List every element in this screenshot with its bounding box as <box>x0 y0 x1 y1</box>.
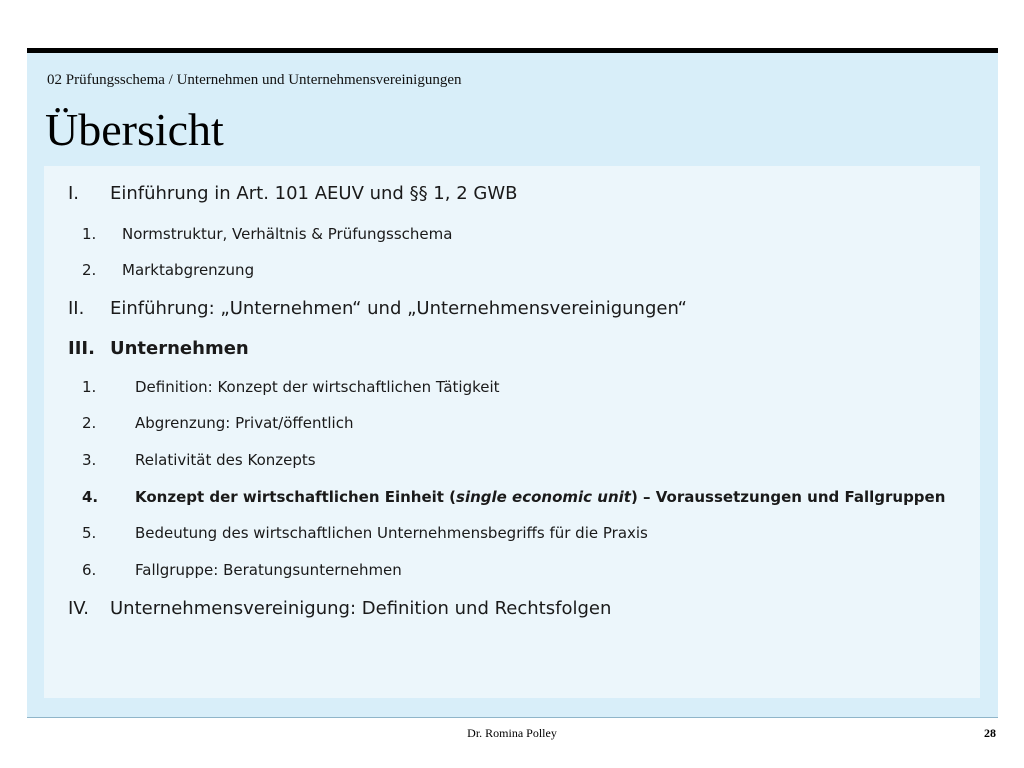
page-number: 28 <box>984 726 996 740</box>
footer-author: Dr. Romina Polley <box>467 726 557 740</box>
outline-text: Fallgruppe: Beratungsunternehmen <box>135 561 402 579</box>
outline-text: Unternehmen <box>110 338 249 359</box>
outline-text-before: Konzept der wirtschaftlichen Einheit ( <box>135 488 457 506</box>
outline-text: Normstruktur, Verhältnis & Prüfungsschema <box>122 225 453 243</box>
outline-number: III. <box>68 338 95 359</box>
outline-number: 4. <box>82 488 99 506</box>
outline-text: Bedeutung des wirtschaftlichen Unternehmensbegriffs für die Praxis <box>135 524 648 542</box>
outline-text-italic: single economic unit <box>456 488 631 506</box>
outline-number: II. <box>68 298 85 319</box>
footer-rule <box>27 717 998 718</box>
outline-number: 3. <box>82 451 97 469</box>
outline-number: 6. <box>82 561 97 579</box>
outline-text: Einführung: „Unternehmen“ und „Unternehmensvereinigungen“ <box>110 298 687 319</box>
outline-number: 1. <box>82 378 97 396</box>
outline-number: 5. <box>82 524 97 542</box>
outline-number: IV. <box>68 598 90 619</box>
outline-text: Unternehmensvereinigung: Definition und Rechtsfolgen <box>110 598 612 619</box>
outline-box <box>44 166 980 698</box>
outline-number: 2. <box>82 261 97 279</box>
outline-text: Abgrenzung: Privat/öffentlich <box>135 414 354 432</box>
outline-number: I. <box>68 183 80 204</box>
outline-text <box>135 488 945 506</box>
outline-text: Relativität des Konzepts <box>135 451 316 469</box>
outline-text-after: ) – Voraussetzungen und Fallgruppen <box>630 488 946 506</box>
outline-text: Marktabgrenzung <box>122 261 255 279</box>
slide-title: Übersicht <box>45 104 224 155</box>
section-subtitle: 02 Prüfungsschema / Unternehmen und Unternehmensvereinigungen <box>47 72 462 88</box>
outline-number: 2. <box>82 414 97 432</box>
outline-text: Einführung in Art. 101 AEUV und §§ 1, 2 GWB <box>110 183 518 204</box>
outline-text: Definition: Konzept der wirtschaftlichen Tätigkeit <box>135 378 500 396</box>
outline-number: 1. <box>82 225 97 243</box>
